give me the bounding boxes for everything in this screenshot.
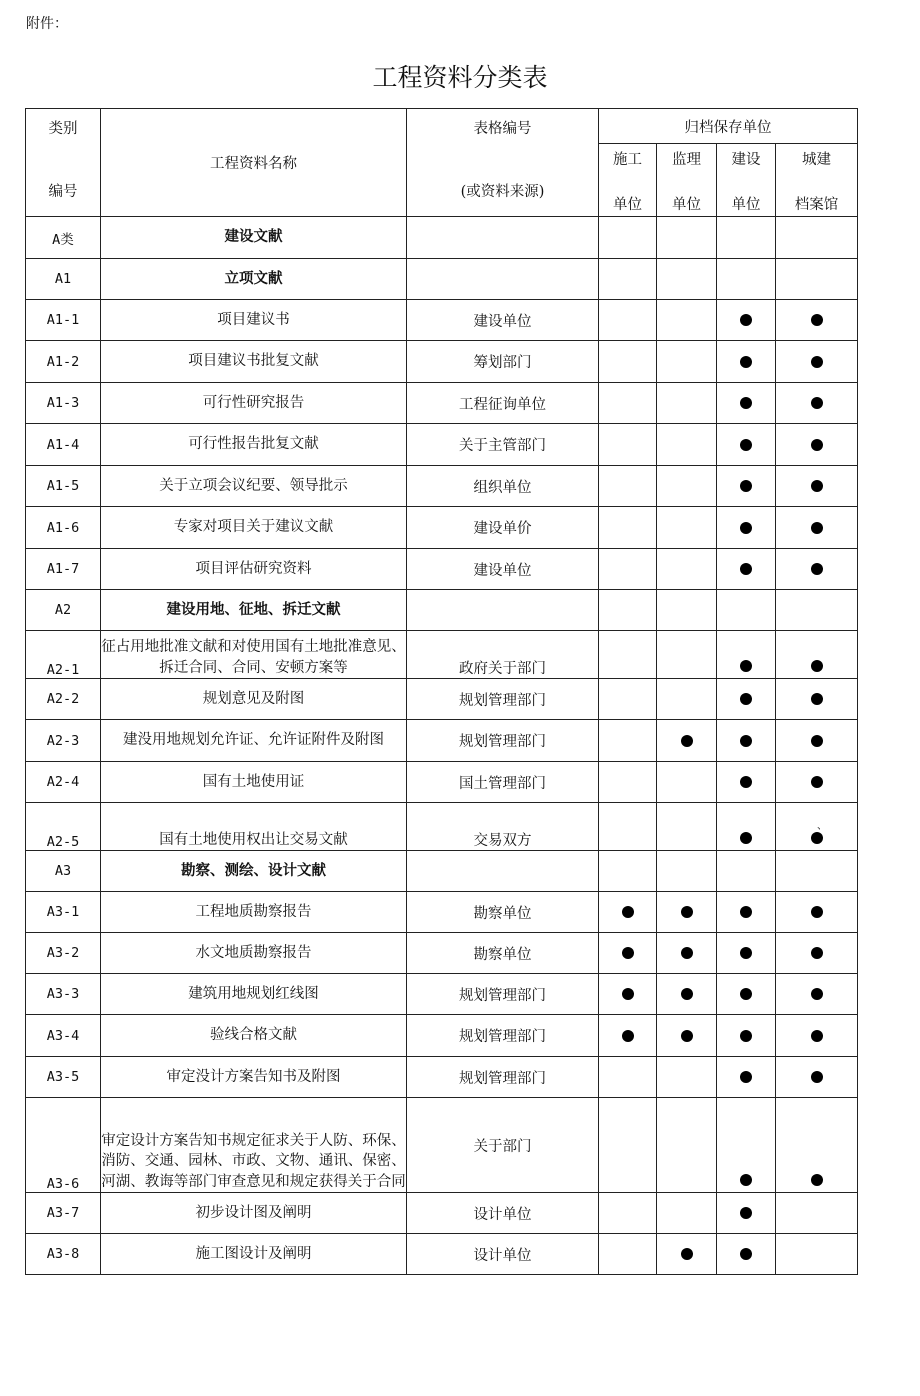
filled-circle-icon <box>681 947 693 959</box>
mark-cell <box>717 424 776 466</box>
filled-circle-icon <box>681 988 693 1000</box>
row-code: A3-8 <box>26 1234 101 1275</box>
filled-circle-icon <box>740 397 752 409</box>
row-name <box>101 720 407 762</box>
mark-cell <box>599 803 657 851</box>
mark-cell <box>599 974 657 1015</box>
mark-cell <box>599 1098 657 1193</box>
row-code: A1-3 <box>26 383 101 424</box>
mark-cell <box>776 300 858 341</box>
row-name <box>101 1098 407 1193</box>
mark-cell <box>599 590 657 631</box>
row-source: 关于部门 <box>407 1098 599 1193</box>
page-title: 工程资料分类表 <box>372 63 548 92</box>
mark-cell <box>657 631 717 679</box>
row-code: A2-4 <box>26 762 101 803</box>
filled-circle-icon <box>622 988 634 1000</box>
row-name <box>101 1057 407 1098</box>
mark-cell <box>657 1057 717 1098</box>
mark-cell <box>599 1234 657 1275</box>
mark-cell <box>776 1234 858 1275</box>
row-source: 勘察单位 <box>407 892 599 933</box>
row-source: 规划管理部门 <box>407 720 599 762</box>
table-row <box>26 217 858 259</box>
unit-line2: 单位 <box>672 197 701 213</box>
row-name <box>101 892 407 933</box>
row-name-text: 水文地质勘察报告 <box>195 944 312 961</box>
row-name-text: 可行性报告批复文献 <box>188 436 319 453</box>
filled-circle-icon <box>811 693 823 705</box>
header-name: 工程资料名称 <box>101 109 407 217</box>
row-name <box>101 383 407 424</box>
row-code: A3-1 <box>26 892 101 933</box>
row-name-text: 项目评估研究资料 <box>195 560 312 577</box>
mark-cell <box>717 507 776 549</box>
attachment-label: 附件： <box>26 16 68 32</box>
filled-circle-icon <box>681 735 693 747</box>
row-source: 国土管理部门 <box>407 762 599 803</box>
table-row <box>26 851 858 892</box>
row-name <box>101 341 407 383</box>
table-row <box>26 762 858 803</box>
mark-cell <box>657 590 717 631</box>
row-code: A3-6 <box>26 1098 101 1193</box>
row-source <box>407 259 599 300</box>
unit-line1: 监理 <box>672 152 701 168</box>
table-row <box>26 300 858 341</box>
mark-cell <box>657 974 717 1015</box>
row-source: 政府关于部门 <box>407 631 599 679</box>
mark-cell <box>776 1098 858 1193</box>
filled-circle-icon <box>811 356 823 368</box>
mark-cell <box>776 762 858 803</box>
header-row <box>26 109 858 144</box>
mark-cell <box>657 679 717 720</box>
mark-cell <box>776 720 858 762</box>
mark-cell <box>657 933 717 974</box>
mark-cell <box>657 549 717 590</box>
mark-cell <box>599 1057 657 1098</box>
row-name <box>101 507 407 549</box>
row-name-text: 施工图设计及阐明 <box>195 1245 312 1262</box>
row-name <box>101 466 407 507</box>
mark-cell <box>717 1193 776 1234</box>
row-name-text: 建没用地规划允许证、允许证附件及附图 <box>123 732 384 749</box>
table-row <box>26 631 858 679</box>
filled-circle-icon <box>811 1174 823 1186</box>
header-source-line1: 表格编号 <box>473 121 532 137</box>
filled-circle-icon <box>740 947 752 959</box>
filled-circle-icon <box>740 480 752 492</box>
row-name-text: 项目建议书 <box>217 311 290 328</box>
filled-circle-icon <box>811 522 823 534</box>
mark-cell <box>599 1015 657 1057</box>
filled-circle-icon <box>740 1071 752 1083</box>
row-code: A1 <box>26 259 101 300</box>
row-source: 工程征询单位 <box>407 383 599 424</box>
row-code: A2-5 <box>26 803 101 851</box>
filled-circle-icon <box>740 356 752 368</box>
row-code: A1-4 <box>26 424 101 466</box>
filled-circle-icon <box>740 776 752 788</box>
mark-cell <box>657 424 717 466</box>
mark-cell <box>657 217 717 259</box>
row-name <box>101 762 407 803</box>
mark-cell <box>776 549 858 590</box>
row-code: A2-2 <box>26 679 101 720</box>
row-name <box>101 631 407 679</box>
row-name-text: 专家对项目关于建议文献 <box>173 519 334 536</box>
header-unit-supervision <box>657 144 717 217</box>
mark-cell <box>776 1057 858 1098</box>
header-category <box>26 109 101 217</box>
mark-cell <box>717 259 776 300</box>
row-name-text: 初步设计图及阐明 <box>195 1204 312 1221</box>
table-row <box>26 679 858 720</box>
table-row <box>26 549 858 590</box>
mark-cell <box>657 341 717 383</box>
row-source: 勘察单位 <box>407 933 599 974</box>
filled-circle-icon <box>681 1248 693 1260</box>
filled-circle-icon <box>811 439 823 451</box>
mark-cell <box>657 1015 717 1057</box>
mark-cell <box>599 259 657 300</box>
mark-cell <box>599 679 657 720</box>
filled-circle-icon <box>740 1030 752 1042</box>
mark-cell <box>776 933 858 974</box>
extra-mark: 、 <box>817 821 827 832</box>
mark-cell <box>657 1098 717 1193</box>
table-row <box>26 466 858 507</box>
unit-line1: 建设 <box>731 152 761 168</box>
table-row <box>26 933 858 974</box>
mark-cell <box>717 1015 776 1057</box>
mark-cell <box>776 217 858 259</box>
mark-cell <box>776 424 858 466</box>
row-name <box>101 549 407 590</box>
filled-circle-icon <box>622 906 634 918</box>
filled-circle-icon <box>740 1174 752 1186</box>
row-name-text: 国有土地使用权出让交易文献 <box>159 831 348 848</box>
mark-cell <box>717 762 776 803</box>
unit-line2: 单位 <box>613 197 642 213</box>
mark-cell <box>599 892 657 933</box>
filled-circle-icon <box>681 906 693 918</box>
mark-cell <box>599 217 657 259</box>
filled-circle-icon <box>740 522 752 534</box>
table-row <box>26 1193 858 1234</box>
row-source: 规划管理部门 <box>407 1057 599 1098</box>
row-code: A3-4 <box>26 1015 101 1057</box>
row-code: A2-1 <box>26 631 101 679</box>
filled-circle-icon <box>622 1030 634 1042</box>
row-source <box>407 217 599 259</box>
mark-cell <box>657 1193 717 1234</box>
mark-cell <box>599 466 657 507</box>
row-source: 筹划部门 <box>407 341 599 383</box>
mark-cell <box>717 466 776 507</box>
row-name-text: 国有土地使用证 <box>202 773 305 790</box>
mark-cell <box>657 851 717 892</box>
filled-circle-icon <box>811 397 823 409</box>
mark-cell <box>717 1098 776 1193</box>
mark-cell <box>776 803 858 851</box>
row-name-text: 项目建议书批复文献 <box>188 353 319 370</box>
filled-circle-icon <box>740 906 752 918</box>
mark-cell <box>717 631 776 679</box>
row-code: A3-5 <box>26 1057 101 1098</box>
mark-cell <box>599 762 657 803</box>
mark-cell <box>776 679 858 720</box>
row-code: A1-7 <box>26 549 101 590</box>
filled-circle-icon <box>622 947 634 959</box>
row-name-text: 关于立项会议纪要、领导批示 <box>159 477 348 494</box>
row-source: 建设单位 <box>407 549 599 590</box>
row-name <box>101 974 407 1015</box>
mark-cell <box>717 974 776 1015</box>
row-name <box>101 590 407 631</box>
row-code: A3-2 <box>26 933 101 974</box>
filled-circle-icon <box>811 480 823 492</box>
header-unit-construction <box>599 144 657 217</box>
mark-cell <box>717 383 776 424</box>
filled-circle-icon <box>811 1030 823 1042</box>
mark-cell <box>599 549 657 590</box>
mark-cell <box>776 851 858 892</box>
row-code: A1-1 <box>26 300 101 341</box>
filled-circle-icon <box>811 832 823 844</box>
mark-cell <box>717 851 776 892</box>
row-source: 规划管理部门 <box>407 1015 599 1057</box>
row-code: A1-2 <box>26 341 101 383</box>
header-category-line1: 类别 <box>48 121 78 137</box>
row-name-text: 可行性研究报告 <box>202 394 305 411</box>
row-source: 设计单位 <box>407 1234 599 1275</box>
row-code: A3-7 <box>26 1193 101 1234</box>
mark-cell <box>717 217 776 259</box>
row-name-text: 审定设计方案告知书规定征求关于人防、环保、消防、交通、园林、市政、文物、通讯、保密、河湖、教诲等部门审查意见和规定获得关于合同 <box>101 1133 406 1190</box>
unit-line2: 单位 <box>731 197 761 213</box>
table-row <box>26 1234 858 1275</box>
header-unit-archive <box>776 144 858 217</box>
mark-cell <box>776 259 858 300</box>
row-source <box>407 590 599 631</box>
row-name-text: 建设用地、征地、拆迁文献 <box>166 600 341 618</box>
mark-cell <box>657 383 717 424</box>
mark-cell <box>776 892 858 933</box>
mark-cell <box>717 720 776 762</box>
filled-circle-icon <box>811 735 823 747</box>
filled-circle-icon <box>740 660 752 672</box>
row-source: 规划管理部门 <box>407 679 599 720</box>
row-name-text: 征占用地批准文献和对使用国有土地批准意见、拆迁合同、合同、安顿方案等 <box>101 639 406 676</box>
table-row <box>26 383 858 424</box>
mark-cell <box>599 720 657 762</box>
mark-cell <box>776 974 858 1015</box>
unit-line1: 施工 <box>613 152 642 168</box>
filled-circle-icon <box>740 1207 752 1219</box>
row-name <box>101 933 407 974</box>
filled-circle-icon <box>740 735 752 747</box>
table-row <box>26 424 858 466</box>
header-category-line2: 编号 <box>48 184 78 200</box>
mark-cell <box>657 762 717 803</box>
filled-circle-icon <box>740 693 752 705</box>
mark-cell <box>599 300 657 341</box>
mark-cell <box>717 803 776 851</box>
header-source <box>407 109 599 217</box>
table-row <box>26 1015 858 1057</box>
unit-line1: 城建 <box>802 152 831 168</box>
mark-cell <box>776 341 858 383</box>
table-row <box>26 341 858 383</box>
table-row <box>26 507 858 549</box>
mark-cell <box>657 803 717 851</box>
mark-cell <box>599 933 657 974</box>
row-name-text: 验线合格文献 <box>210 1027 297 1044</box>
filled-circle-icon <box>811 906 823 918</box>
mark-cell <box>657 507 717 549</box>
mark-cell <box>776 631 858 679</box>
mark-cell <box>657 466 717 507</box>
row-source <box>407 851 599 892</box>
row-name <box>101 300 407 341</box>
row-name-text: 建设文献 <box>224 228 283 246</box>
table-row <box>26 974 858 1015</box>
row-code: A类 <box>26 217 101 259</box>
row-source: 组织单位 <box>407 466 599 507</box>
mark-cell <box>599 341 657 383</box>
mark-cell <box>599 507 657 549</box>
row-name <box>101 679 407 720</box>
classification-table <box>25 108 858 1275</box>
mark-cell <box>657 259 717 300</box>
header-archive: 归档保存单位 <box>599 109 858 144</box>
filled-circle-icon <box>740 988 752 1000</box>
row-source: 建设单位 <box>407 300 599 341</box>
row-name-text: 规划意见及附图 <box>202 690 305 707</box>
filled-circle-icon <box>811 563 823 575</box>
row-name <box>101 217 407 259</box>
row-name <box>101 1193 407 1234</box>
mark-cell <box>599 383 657 424</box>
mark-cell <box>599 851 657 892</box>
filled-circle-icon <box>681 1030 693 1042</box>
row-name-text: 勘察、测绘、设计文献 <box>181 861 326 879</box>
mark-cell <box>776 1015 858 1057</box>
mark-cell <box>776 466 858 507</box>
header-unit-owner <box>717 144 776 217</box>
row-code: A3-3 <box>26 974 101 1015</box>
mark-cell <box>717 300 776 341</box>
mark-cell <box>599 631 657 679</box>
filled-circle-icon <box>811 947 823 959</box>
mark-cell <box>717 341 776 383</box>
mark-cell <box>657 892 717 933</box>
row-name <box>101 1234 407 1275</box>
filled-circle-icon <box>740 832 752 844</box>
mark-cell <box>776 590 858 631</box>
row-name <box>101 851 407 892</box>
mark-cell <box>776 383 858 424</box>
row-name-text: 工程地质勘察报告 <box>195 903 312 920</box>
mark-cell <box>599 1193 657 1234</box>
mark-cell <box>657 720 717 762</box>
mark-cell <box>776 507 858 549</box>
row-name <box>101 803 407 851</box>
row-source: 规划管理部门 <box>407 974 599 1015</box>
table-row <box>26 259 858 300</box>
row-name <box>101 259 407 300</box>
mark-cell <box>717 549 776 590</box>
row-source: 建设单价 <box>407 507 599 549</box>
table-row <box>26 720 858 762</box>
filled-circle-icon <box>811 1071 823 1083</box>
row-source: 关于主管部门 <box>407 424 599 466</box>
row-name-text: 建筑用地规划红线图 <box>188 985 319 1002</box>
row-code: A2-3 <box>26 720 101 762</box>
row-code: A3 <box>26 851 101 892</box>
mark-cell <box>717 892 776 933</box>
row-code: A1-5 <box>26 466 101 507</box>
mark-cell <box>599 424 657 466</box>
mark-cell <box>717 1234 776 1275</box>
filled-circle-icon <box>811 314 823 326</box>
filled-circle-icon <box>740 314 752 326</box>
mark-cell <box>717 679 776 720</box>
row-name-text: 审定没计方案告知书及附图 <box>166 1068 341 1085</box>
filled-circle-icon <box>811 988 823 1000</box>
filled-circle-icon <box>740 563 752 575</box>
mark-cell <box>717 590 776 631</box>
filled-circle-icon <box>740 439 752 451</box>
row-code: A1-6 <box>26 507 101 549</box>
row-source: 交易双方 <box>407 803 599 851</box>
table-row <box>26 590 858 631</box>
table-row <box>26 1057 858 1098</box>
mark-cell <box>717 933 776 974</box>
table-row <box>26 892 858 933</box>
row-name <box>101 1015 407 1057</box>
row-source: 设计单位 <box>407 1193 599 1234</box>
row-name-text: 立项文献 <box>224 269 283 287</box>
filled-circle-icon <box>740 1248 752 1260</box>
mark-cell <box>657 1234 717 1275</box>
row-name <box>101 424 407 466</box>
mark-cell <box>776 1193 858 1234</box>
table-row <box>26 803 858 851</box>
mark-cell <box>717 1057 776 1098</box>
header-source-line2: (或资料来源) <box>460 184 545 200</box>
unit-line2: 档案馆 <box>794 197 839 213</box>
mark-cell <box>657 300 717 341</box>
filled-circle-icon <box>811 660 823 672</box>
row-code: A2 <box>26 590 101 631</box>
filled-circle-icon <box>811 776 823 788</box>
table-row <box>26 1098 858 1193</box>
